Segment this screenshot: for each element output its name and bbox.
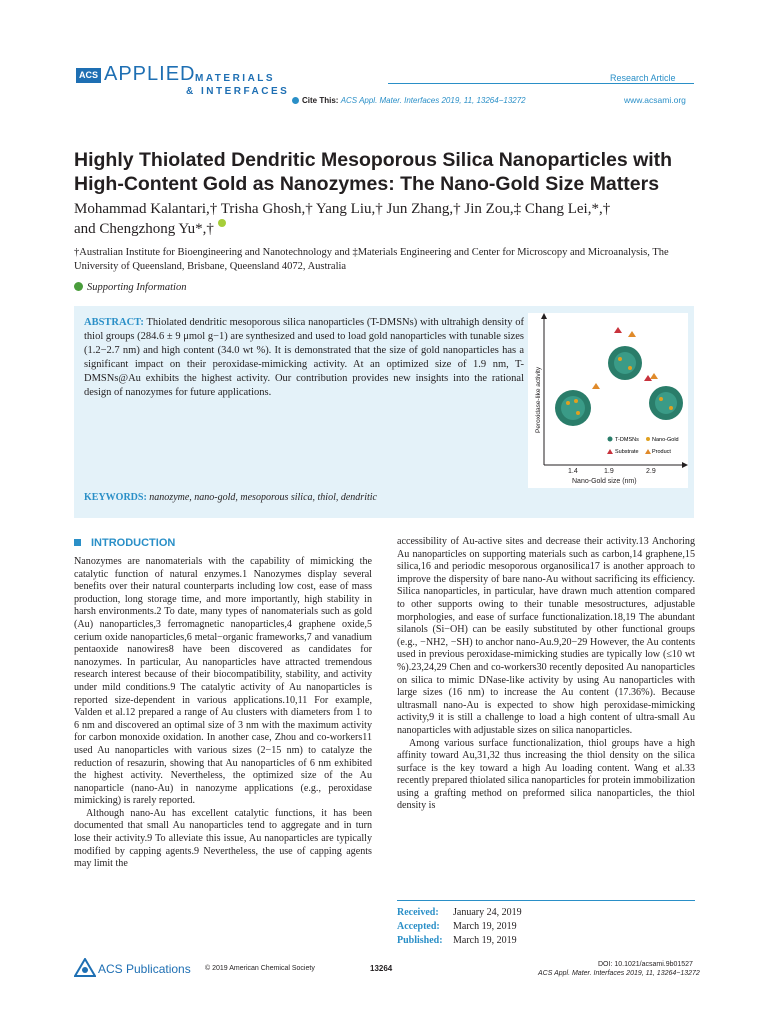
toc-y-label: Peroxidase-like activity bbox=[535, 366, 542, 433]
nanoparticle-right bbox=[649, 386, 683, 420]
authors-line-1[interactable]: Mohammad Kalantari,† Trisha Ghosh,† Yang Liu,† Jun Zhang,† Jin Zou,‡ Chang Lei,*,† bbox=[74, 201, 611, 217]
toc-x-tick-2: 1.9 bbox=[604, 468, 614, 475]
left-column bbox=[74, 556, 372, 871]
paragraph: Among various surface functionalization, thiol groups have a high affinity toward Au,31,32 thus increasing the thiol density on the silica surface is the key toward a high Au loading content. Wang et al.33 recently prepared thiolated silica nanoparticles for protein immobilization using a grafting method on preformed silica nanoparticles, the thiol density is bbox=[397, 737, 695, 812]
toc-x-label: Nano-Gold size (nm) bbox=[572, 478, 637, 485]
dates-rule bbox=[397, 900, 695, 901]
cite-label: Cite This: bbox=[302, 96, 339, 105]
acs-publications-logo-icon bbox=[74, 958, 96, 982]
legend-nano-gold: Nano-Gold bbox=[652, 437, 679, 443]
section-square-icon bbox=[74, 539, 81, 546]
date-label: Published: bbox=[397, 935, 443, 946]
legend-product: Product bbox=[652, 449, 671, 455]
right-column bbox=[397, 536, 695, 813]
toc-x-arrow-icon bbox=[682, 462, 688, 468]
authors-line-2-wrap bbox=[74, 219, 714, 239]
intro-heading bbox=[74, 537, 175, 549]
doi[interactable]: DOI: 10.1021/acsami.9b01527 bbox=[598, 961, 693, 968]
title-line-1: Highly Thiolated Dendritic Mesoporous Silica Nanoparticles with bbox=[74, 149, 673, 171]
toc-graphic-svg bbox=[528, 313, 688, 488]
copyright: © 2019 American Chemical Society bbox=[205, 965, 315, 972]
supporting-info-icon bbox=[74, 282, 83, 291]
title-line-2: High-Content Gold as Nanozymes: The Nano-Gold Size Matters bbox=[74, 173, 660, 195]
orcid-icon[interactable] bbox=[218, 219, 226, 227]
article-title bbox=[74, 148, 714, 196]
article-type-label: Research Article bbox=[610, 73, 676, 83]
toc-legend bbox=[607, 437, 679, 456]
paragraph: accessibility of Au-active sites and decrease their activity.13 Anchoring Au nanoparticles on supporting materials such as carbon,14 graphene,15 silica,16 and periodic mesoporous organosilica17 is another approach to improve the dispersity of bare nano-Au without sacrificing its efficiency. Silica nanoparticles, in particular, have drawn much attention compared to other supports owing to their tunable mesostructures, adjustable morphologies, and ease of surface functionalization.18,19 The abundant silanols (Si−OH) can be easily substituted by other functional groups (e.g., −NH2, −SH) to anchor nano-Au.9,20−29 However, the Au contents used in previous peroxidase-mimicking studies are typically low (≤10 wt %).23,24,29 Chen and co-workers30 recently deposited Au nanoparticles on silica to mimic DNase-like activity by using Au nanoparticles with large sizes (16 nm) to increase the Au content (17.36%). Because ultrasmall nano-Au is expected to show high peroxidase-mimicking activity,9 it is still a challenge to load a high content of ultra-small Au nanoparticles with adjustable sizes on silica nanoparticles. bbox=[397, 536, 695, 736]
date-value: March 19, 2019 bbox=[453, 921, 517, 932]
paragraph: Although nano-Au has excellent catalytic functions, it has been documented that small Au nanoparticles tend to aggregate and in turn lose their activity.9 To alleviate this issue, Au nanoparticles are typically modified by capping agents.9 Nevertheless, the use of capping agents may limit the bbox=[74, 807, 372, 870]
date-received bbox=[397, 906, 695, 920]
date-published bbox=[397, 934, 695, 948]
cite-icon bbox=[292, 97, 299, 104]
journal-reference: ACS Appl. Mater. Interfaces 2019, 11, 13264−13272 bbox=[538, 970, 700, 977]
keywords bbox=[84, 492, 684, 503]
toc-x-tick-1: 1.4 bbox=[568, 468, 578, 475]
date-value: March 19, 2019 bbox=[453, 935, 517, 946]
journal-logo-applied: APPLIED bbox=[104, 63, 196, 85]
date-accepted bbox=[397, 920, 695, 934]
toc-graphic bbox=[528, 313, 688, 488]
date-value: January 24, 2019 bbox=[453, 907, 522, 918]
abstract-body: Thiolated dendritic mesoporous silica nanoparticles (T-DMSNs) with ultrahigh density of thiol groups (284.6 ± 9 μmol g−1) are synthesized and used to load gold nanoparticles with tunable sizes (1.2−2.7 nm) and high content (34.0 wt %). It is demonstrated that the size of gold nanoparticles has a significant impact on their peroxidase-mimicking activity. At an optimized size of 1.9 nm, T-DMSNs@Au exhibits the highest activity. Our contribution provides new insights into the rational design of nanozymes for future applications. bbox=[84, 317, 524, 398]
date-label: Received: bbox=[397, 907, 439, 918]
supporting-information-link[interactable] bbox=[74, 282, 186, 293]
keywords-label: KEYWORDS: bbox=[84, 492, 147, 503]
paragraph: Nanozymes are nanomaterials with the capability of mimicking the catalytic function of natural enzymes.1 Nanozymes display several benefits over their natural counterparts including low cost, ease of mass production, long storage time, and more importantly, high stability in harsh environments.2 To date, many types of nanomaterials such as gold (Au) nanoparticles,3 ferromagnetic nanoparticles,4 graphene oxide,5 cerium oxide nanoparticles,6 metal−organic frameworks,7 and vanadium pentaoxide nanowires8 have been discovered as candidates for nanozymes. In particular, Au nanoparticles have attracted tremendous research interest because of their biocompatibility, stability, and activity under mild conditions.9 The catalytic activity of Au nanoparticles is reported size-dependent in various applications.10,11 For example, Valden et al.12 prepared a range of Au clusters with diameters from 1 to 6 nm and discovered an optimal size of 3 nm with the maximum activity for carbon monoxide oxidation. In another case, Zhou and co-workers11 used Au nanoparticles with various sizes (2−15 nm) to catalyze the reduction of resazurin, showing that Au nanoparticles of 6 nm exhibited the highest activity. Nevertheless, the optimized size of the Au nanoparticle (nano-Au) in nanozyme applications (e.g., peroxidase mimicking) is rarely reported. bbox=[74, 556, 372, 807]
authors-line-2[interactable]: and Chengzhong Yu*,† bbox=[74, 221, 214, 237]
toc-x-tick-3: 2.9 bbox=[646, 468, 656, 475]
intro-heading-text: INTRODUCTION bbox=[91, 537, 176, 549]
abstract bbox=[84, 316, 524, 400]
journal-logo-interfaces: & INTERFACES bbox=[186, 86, 290, 97]
header-rule bbox=[388, 83, 694, 84]
affiliation: †Australian Institute for Bioengineering and Nanotechnology and ‡Materials Engineering and Center for Microscopy and Microanalysis, The University of Queensland, Brisbane, Queensland 4072, Australia bbox=[74, 247, 669, 272]
journal-url[interactable]: www.acsami.org bbox=[624, 95, 686, 105]
nanoparticle-middle bbox=[608, 346, 642, 380]
publication-dates bbox=[397, 906, 695, 948]
nanoparticle-left bbox=[555, 390, 591, 426]
toc-y-arrow-icon bbox=[541, 313, 547, 319]
legend-t-dmsns: T-DMSNs bbox=[615, 437, 639, 443]
supporting-info-label: Supporting Information bbox=[87, 282, 187, 293]
cite-this[interactable] bbox=[292, 96, 526, 105]
keywords-list: nanozyme, nano-gold, mesoporous silica, thiol, dendritic bbox=[149, 492, 377, 503]
journal-logo-materials: MATERIALS bbox=[195, 73, 276, 84]
cite-text[interactable]: ACS Appl. Mater. Interfaces 2019, 11, 13264−13272 bbox=[340, 96, 526, 105]
legend-substrate: Substrate bbox=[615, 449, 639, 455]
page-number: 13264 bbox=[370, 964, 393, 973]
acs-publications-link[interactable]: ACS Publications bbox=[98, 962, 191, 976]
date-label: Accepted: bbox=[397, 921, 440, 932]
acs-logo-badge: ACS bbox=[76, 68, 101, 83]
abstract-label: ABSTRACT: bbox=[84, 317, 144, 328]
author-list bbox=[74, 200, 714, 239]
